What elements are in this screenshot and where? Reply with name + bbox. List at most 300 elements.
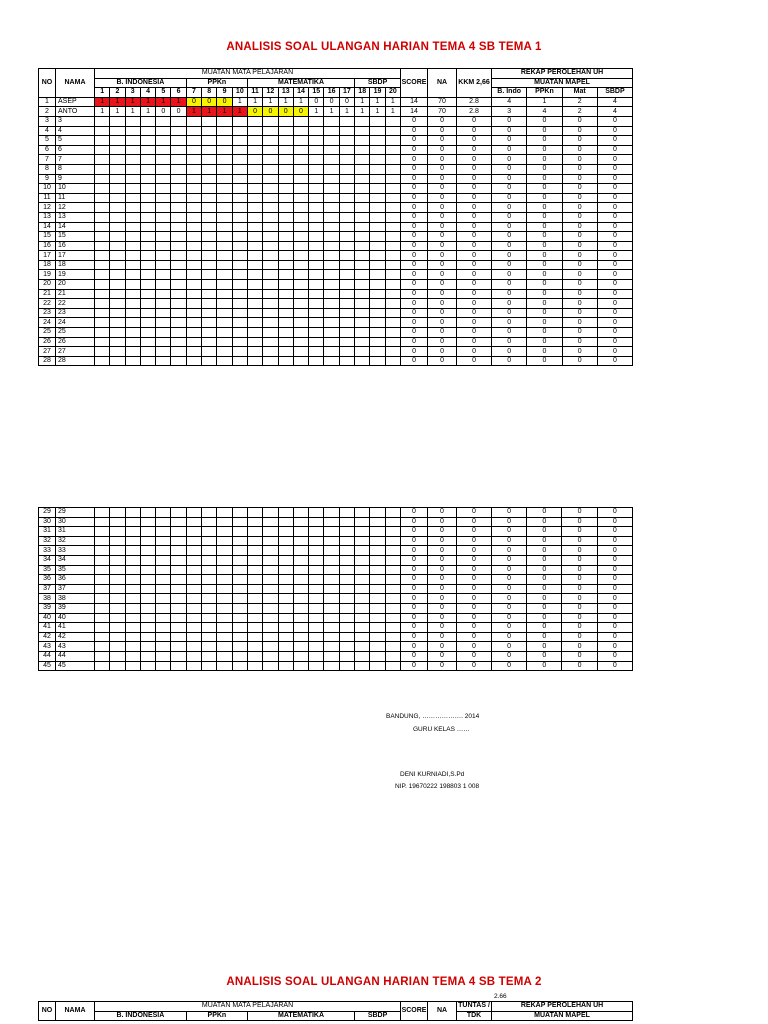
answer-cell bbox=[339, 527, 354, 537]
row-zero-value: 0 bbox=[562, 337, 597, 347]
answer-cell bbox=[263, 174, 278, 184]
answer-cell bbox=[309, 527, 324, 537]
answer-cell bbox=[263, 308, 278, 318]
answer-cell bbox=[140, 126, 155, 136]
answer-cell bbox=[202, 289, 217, 299]
answer-cell bbox=[202, 126, 217, 136]
answer-cell bbox=[232, 203, 247, 213]
row-zero-value: 0 bbox=[428, 289, 457, 299]
row-nama: 37 bbox=[56, 584, 95, 594]
answer-cell bbox=[278, 584, 293, 594]
row-no: 27 bbox=[39, 347, 56, 357]
answer-cell bbox=[355, 136, 370, 146]
answer-cell bbox=[232, 546, 247, 556]
answer-cell bbox=[278, 145, 293, 155]
row-zero-value: 0 bbox=[527, 241, 562, 251]
answer-cell bbox=[110, 174, 125, 184]
table-row bbox=[39, 508, 633, 518]
row-zero-value: 0 bbox=[562, 280, 597, 290]
answer-cell bbox=[140, 613, 155, 623]
answer-cell bbox=[339, 565, 354, 575]
table-row bbox=[39, 632, 633, 642]
answer-cell bbox=[110, 251, 125, 261]
answer-cell bbox=[385, 145, 400, 155]
answer-cell bbox=[339, 308, 354, 318]
answer-cell bbox=[95, 260, 110, 270]
answer-cell bbox=[95, 116, 110, 126]
answer-cell bbox=[95, 280, 110, 290]
row-zero-value: 0 bbox=[492, 260, 527, 270]
answer-cell bbox=[339, 337, 354, 347]
answer-cell bbox=[186, 546, 201, 556]
answer-cell bbox=[156, 318, 171, 328]
row-zero-value: 0 bbox=[527, 145, 562, 155]
answer-cell bbox=[125, 508, 140, 518]
answer-cell bbox=[355, 565, 370, 575]
answer-cell bbox=[293, 174, 308, 184]
answer-cell bbox=[263, 241, 278, 251]
answer-cell bbox=[140, 536, 155, 546]
answer-cell bbox=[110, 575, 125, 585]
answer-cell bbox=[309, 651, 324, 661]
answer-cell bbox=[385, 308, 400, 318]
answer-cell bbox=[156, 584, 171, 594]
row-zero-value: 0 bbox=[400, 527, 427, 537]
answer-cell bbox=[293, 145, 308, 155]
row-zero-value: 0 bbox=[427, 642, 456, 652]
answer-cell bbox=[278, 203, 293, 213]
answer-cell bbox=[232, 212, 247, 222]
answer-cell bbox=[125, 280, 140, 290]
row-zero-value: 0 bbox=[400, 536, 427, 546]
row-zero-value: 0 bbox=[562, 328, 597, 338]
answer-cell bbox=[110, 260, 125, 270]
answer-cell bbox=[110, 623, 125, 633]
answer-cell bbox=[278, 603, 293, 613]
answer-cell bbox=[278, 212, 293, 222]
table-row bbox=[39, 565, 633, 575]
answer-cell bbox=[95, 203, 110, 213]
table-row bbox=[39, 203, 633, 213]
answer-cell bbox=[293, 155, 308, 165]
row-zero-value: 0 bbox=[456, 632, 491, 642]
table-row bbox=[39, 270, 633, 280]
answer-cell bbox=[186, 184, 201, 194]
answer-cell bbox=[202, 116, 217, 126]
answer-cell bbox=[247, 328, 262, 338]
answer-cell bbox=[370, 155, 385, 165]
answer-cell bbox=[140, 136, 155, 146]
table-row bbox=[39, 222, 633, 232]
row-zero-value: 0 bbox=[457, 241, 492, 251]
answer-cell bbox=[370, 289, 385, 299]
answer-cell bbox=[263, 575, 278, 585]
table-row bbox=[39, 594, 633, 604]
answer-cell bbox=[293, 251, 308, 261]
row-zero-value: 0 bbox=[428, 174, 457, 184]
answer-cell bbox=[293, 203, 308, 213]
question-number: 7 bbox=[186, 88, 201, 98]
row-zero-value: 0 bbox=[562, 193, 597, 203]
answer-cell bbox=[202, 145, 217, 155]
answer-cell bbox=[324, 155, 339, 165]
answer-cell bbox=[385, 565, 400, 575]
row-no: 14 bbox=[39, 222, 56, 232]
answer-cell bbox=[202, 241, 217, 251]
answer-cell bbox=[263, 184, 278, 194]
answer-cell bbox=[385, 328, 400, 338]
answer-cell: 1 bbox=[110, 97, 125, 107]
answer-cell bbox=[370, 517, 385, 527]
row-zero-value: 0 bbox=[597, 155, 632, 165]
row-zero-value: 0 bbox=[562, 603, 597, 613]
answer-cell bbox=[309, 613, 324, 623]
row-zero-value: 0 bbox=[562, 203, 597, 213]
row-nama: 25 bbox=[56, 328, 95, 338]
answer-cell bbox=[232, 280, 247, 290]
row-zero-value: 0 bbox=[597, 116, 632, 126]
row-zero-value: 0 bbox=[597, 632, 632, 642]
answer-cell bbox=[186, 356, 201, 366]
answer-cell bbox=[247, 203, 262, 213]
answer-cell bbox=[278, 555, 293, 565]
row-zero-value: 0 bbox=[400, 508, 427, 518]
row-nama: 19 bbox=[56, 270, 95, 280]
answer-cell bbox=[385, 232, 400, 242]
answer-cell bbox=[370, 565, 385, 575]
answer-cell bbox=[355, 347, 370, 357]
question-number: 5 bbox=[156, 88, 171, 98]
answer-cell bbox=[324, 116, 339, 126]
answer-cell bbox=[140, 174, 155, 184]
subject-header: B. INDONESIA bbox=[95, 1011, 187, 1021]
answer-cell bbox=[171, 299, 186, 309]
table-row bbox=[39, 184, 633, 194]
answer-cell: 1 bbox=[95, 107, 110, 117]
answer-cell bbox=[171, 632, 186, 642]
answer-cell bbox=[125, 174, 140, 184]
row-no: 32 bbox=[39, 536, 56, 546]
row-zero-value: 0 bbox=[457, 356, 492, 366]
row-rekap: 4 bbox=[597, 97, 632, 107]
answer-cell: 1 bbox=[263, 97, 278, 107]
row-zero-value: 0 bbox=[428, 145, 457, 155]
answer-cell bbox=[385, 347, 400, 357]
answer-cell bbox=[186, 241, 201, 251]
answer-cell bbox=[247, 356, 262, 366]
answer-cell bbox=[202, 575, 217, 585]
answer-cell bbox=[110, 565, 125, 575]
answer-cell bbox=[140, 203, 155, 213]
answer-cell bbox=[339, 289, 354, 299]
question-number: 14 bbox=[293, 88, 308, 98]
answer-cell bbox=[156, 184, 171, 194]
row-zero-value: 0 bbox=[457, 232, 492, 242]
table-row bbox=[39, 136, 633, 146]
answer-cell: 0 bbox=[217, 97, 232, 107]
answer-cell bbox=[370, 232, 385, 242]
answer-cell bbox=[232, 536, 247, 546]
answer-cell bbox=[110, 241, 125, 251]
answer-cell bbox=[355, 661, 370, 671]
answer-cell bbox=[247, 193, 262, 203]
answer-cell bbox=[247, 222, 262, 232]
row-zero-value: 0 bbox=[527, 299, 562, 309]
answer-cell bbox=[339, 241, 354, 251]
row-zero-value: 0 bbox=[401, 184, 428, 194]
answer-cell bbox=[247, 536, 262, 546]
answer-cell: 1 bbox=[217, 107, 232, 117]
answer-cell bbox=[156, 527, 171, 537]
answer-cell bbox=[202, 623, 217, 633]
answer-cell bbox=[355, 164, 370, 174]
answer-cell bbox=[293, 164, 308, 174]
row-zero-value: 0 bbox=[457, 280, 492, 290]
table-row bbox=[39, 126, 633, 136]
answer-cell bbox=[140, 232, 155, 242]
table-row bbox=[39, 164, 633, 174]
answer-cell bbox=[217, 299, 232, 309]
row-no: 8 bbox=[39, 164, 56, 174]
answer-cell bbox=[125, 594, 140, 604]
answer-cell bbox=[355, 193, 370, 203]
answer-cell bbox=[186, 555, 201, 565]
answer-cell bbox=[293, 289, 308, 299]
row-zero-value: 0 bbox=[491, 632, 526, 642]
answer-cell bbox=[156, 508, 171, 518]
row-zero-value: 0 bbox=[562, 613, 597, 623]
row-zero-value: 0 bbox=[562, 164, 597, 174]
answer-cell bbox=[202, 164, 217, 174]
answer-cell bbox=[95, 184, 110, 194]
row-zero-value: 0 bbox=[457, 328, 492, 338]
answer-cell bbox=[125, 145, 140, 155]
subject-header: PPKn bbox=[186, 78, 247, 88]
row-no: 10 bbox=[39, 184, 56, 194]
answer-cell bbox=[171, 584, 186, 594]
answer-cell bbox=[309, 232, 324, 242]
answer-cell bbox=[125, 603, 140, 613]
table-row bbox=[39, 145, 633, 155]
answer-cell bbox=[217, 584, 232, 594]
answer-cell bbox=[355, 584, 370, 594]
row-zero-value: 0 bbox=[562, 575, 597, 585]
col-header-tuntas: TUNTAS / bbox=[458, 1002, 490, 1010]
answer-cell bbox=[171, 546, 186, 556]
answer-cell bbox=[324, 232, 339, 242]
signature-nip: NIP. 19670222 198803 1 008 bbox=[395, 783, 480, 790]
row-zero-value: 0 bbox=[428, 116, 457, 126]
answer-cell bbox=[140, 546, 155, 556]
answer-cell bbox=[171, 603, 186, 613]
answer-cell bbox=[324, 651, 339, 661]
answer-cell bbox=[202, 613, 217, 623]
question-number: 2 bbox=[110, 88, 125, 98]
row-zero-value: 0 bbox=[597, 193, 632, 203]
answer-cell bbox=[125, 584, 140, 594]
answer-cell bbox=[339, 270, 354, 280]
answer-cell bbox=[202, 260, 217, 270]
answer-cell bbox=[125, 203, 140, 213]
row-zero-value: 0 bbox=[491, 546, 526, 556]
table-row bbox=[39, 575, 633, 585]
answer-cell: 1 bbox=[293, 97, 308, 107]
row-zero-value: 0 bbox=[527, 642, 562, 652]
answer-cell bbox=[95, 536, 110, 546]
answer-cell bbox=[339, 212, 354, 222]
answer-cell bbox=[232, 594, 247, 604]
answer-cell bbox=[355, 116, 370, 126]
row-no: 24 bbox=[39, 318, 56, 328]
row-zero-value: 0 bbox=[562, 555, 597, 565]
answer-cell bbox=[247, 289, 262, 299]
answer-cell bbox=[247, 337, 262, 347]
row-nama: 23 bbox=[56, 308, 95, 318]
answer-cell bbox=[324, 603, 339, 613]
row-zero-value: 0 bbox=[492, 347, 527, 357]
answer-cell bbox=[140, 337, 155, 347]
row-zero-value: 0 bbox=[428, 260, 457, 270]
answer-cell bbox=[95, 347, 110, 357]
row-zero-value: 0 bbox=[457, 203, 492, 213]
row-zero-value: 0 bbox=[401, 193, 428, 203]
row-nama: 36 bbox=[56, 575, 95, 585]
row-zero-value: 0 bbox=[527, 517, 562, 527]
answer-cell bbox=[370, 536, 385, 546]
answer-cell bbox=[110, 594, 125, 604]
answer-cell bbox=[247, 184, 262, 194]
answer-cell bbox=[324, 212, 339, 222]
row-no: 30 bbox=[39, 517, 56, 527]
answer-cell bbox=[156, 632, 171, 642]
answer-cell bbox=[156, 251, 171, 261]
row-zero-value: 0 bbox=[492, 337, 527, 347]
answer-cell bbox=[293, 222, 308, 232]
answer-cell bbox=[171, 222, 186, 232]
answer-cell bbox=[247, 517, 262, 527]
row-zero-value: 0 bbox=[400, 651, 427, 661]
answer-cell bbox=[232, 155, 247, 165]
answer-cell bbox=[232, 136, 247, 146]
answer-cell bbox=[217, 328, 232, 338]
row-zero-value: 0 bbox=[492, 308, 527, 318]
answer-cell bbox=[232, 251, 247, 261]
answer-cell: 1 bbox=[370, 97, 385, 107]
answer-cell bbox=[263, 203, 278, 213]
answer-cell bbox=[278, 232, 293, 242]
answer-cell bbox=[95, 565, 110, 575]
answer-cell bbox=[125, 318, 140, 328]
row-no: 33 bbox=[39, 546, 56, 556]
row-nama: 9 bbox=[56, 174, 95, 184]
answer-cell bbox=[278, 126, 293, 136]
answer-cell bbox=[278, 536, 293, 546]
row-zero-value: 0 bbox=[491, 642, 526, 652]
answer-cell bbox=[385, 623, 400, 633]
answer-cell bbox=[95, 270, 110, 280]
answer-cell bbox=[339, 222, 354, 232]
row-zero-value: 0 bbox=[428, 318, 457, 328]
answer-cell bbox=[186, 251, 201, 261]
answer-cell bbox=[232, 241, 247, 251]
answer-cell bbox=[309, 594, 324, 604]
answer-cell bbox=[125, 347, 140, 357]
row-rekap: 2 bbox=[562, 107, 597, 117]
answer-cell bbox=[339, 299, 354, 309]
row-zero-value: 0 bbox=[597, 517, 632, 527]
row-no: 6 bbox=[39, 145, 56, 155]
answer-cell bbox=[125, 613, 140, 623]
answer-cell bbox=[247, 174, 262, 184]
table-row bbox=[39, 107, 633, 117]
answer-cell bbox=[324, 565, 339, 575]
row-nama: 27 bbox=[56, 347, 95, 357]
question-number: 20 bbox=[385, 88, 400, 98]
table-row bbox=[39, 260, 633, 270]
answer-cell bbox=[339, 260, 354, 270]
answer-cell bbox=[125, 517, 140, 527]
answer-cell bbox=[324, 527, 339, 537]
answer-cell bbox=[217, 174, 232, 184]
answer-cell bbox=[293, 575, 308, 585]
answer-cell bbox=[324, 536, 339, 546]
answer-cell bbox=[247, 260, 262, 270]
answer-cell bbox=[339, 318, 354, 328]
answer-cell bbox=[385, 251, 400, 261]
answer-cell bbox=[232, 184, 247, 194]
answer-cell: 0 bbox=[339, 97, 354, 107]
row-zero-value: 0 bbox=[597, 546, 632, 556]
row-zero-value: 0 bbox=[401, 116, 428, 126]
row-zero-value: 0 bbox=[597, 232, 632, 242]
row-zero-value: 0 bbox=[562, 536, 597, 546]
answer-cell bbox=[125, 527, 140, 537]
answer-cell bbox=[293, 193, 308, 203]
answer-cell bbox=[293, 184, 308, 194]
row-zero-value: 0 bbox=[597, 536, 632, 546]
row-kkm: 2.8 bbox=[457, 97, 492, 107]
answer-cell bbox=[385, 280, 400, 290]
row-zero-value: 0 bbox=[562, 136, 597, 146]
answer-cell bbox=[263, 251, 278, 261]
row-zero-value: 0 bbox=[428, 193, 457, 203]
answer-cell bbox=[186, 603, 201, 613]
row-zero-value: 0 bbox=[428, 241, 457, 251]
row-nama: 7 bbox=[56, 155, 95, 165]
row-no: 44 bbox=[39, 651, 56, 661]
answer-cell bbox=[171, 536, 186, 546]
answer-cell bbox=[309, 289, 324, 299]
answer-cell bbox=[110, 184, 125, 194]
answer-cell bbox=[202, 270, 217, 280]
row-no: 38 bbox=[39, 594, 56, 604]
answer-cell bbox=[95, 508, 110, 518]
answer-cell bbox=[355, 546, 370, 556]
answer-cell bbox=[95, 594, 110, 604]
row-zero-value: 0 bbox=[527, 565, 562, 575]
row-zero-value: 0 bbox=[597, 222, 632, 232]
row-zero-value: 0 bbox=[492, 126, 527, 136]
answer-cell bbox=[217, 555, 232, 565]
row-zero-value: 0 bbox=[400, 623, 427, 633]
row-no: 34 bbox=[39, 555, 56, 565]
answer-cell bbox=[202, 299, 217, 309]
answer-cell bbox=[156, 661, 171, 671]
answer-cell bbox=[385, 126, 400, 136]
answer-cell: 1 bbox=[309, 107, 324, 117]
row-nama: 31 bbox=[56, 527, 95, 537]
answer-cell bbox=[309, 318, 324, 328]
